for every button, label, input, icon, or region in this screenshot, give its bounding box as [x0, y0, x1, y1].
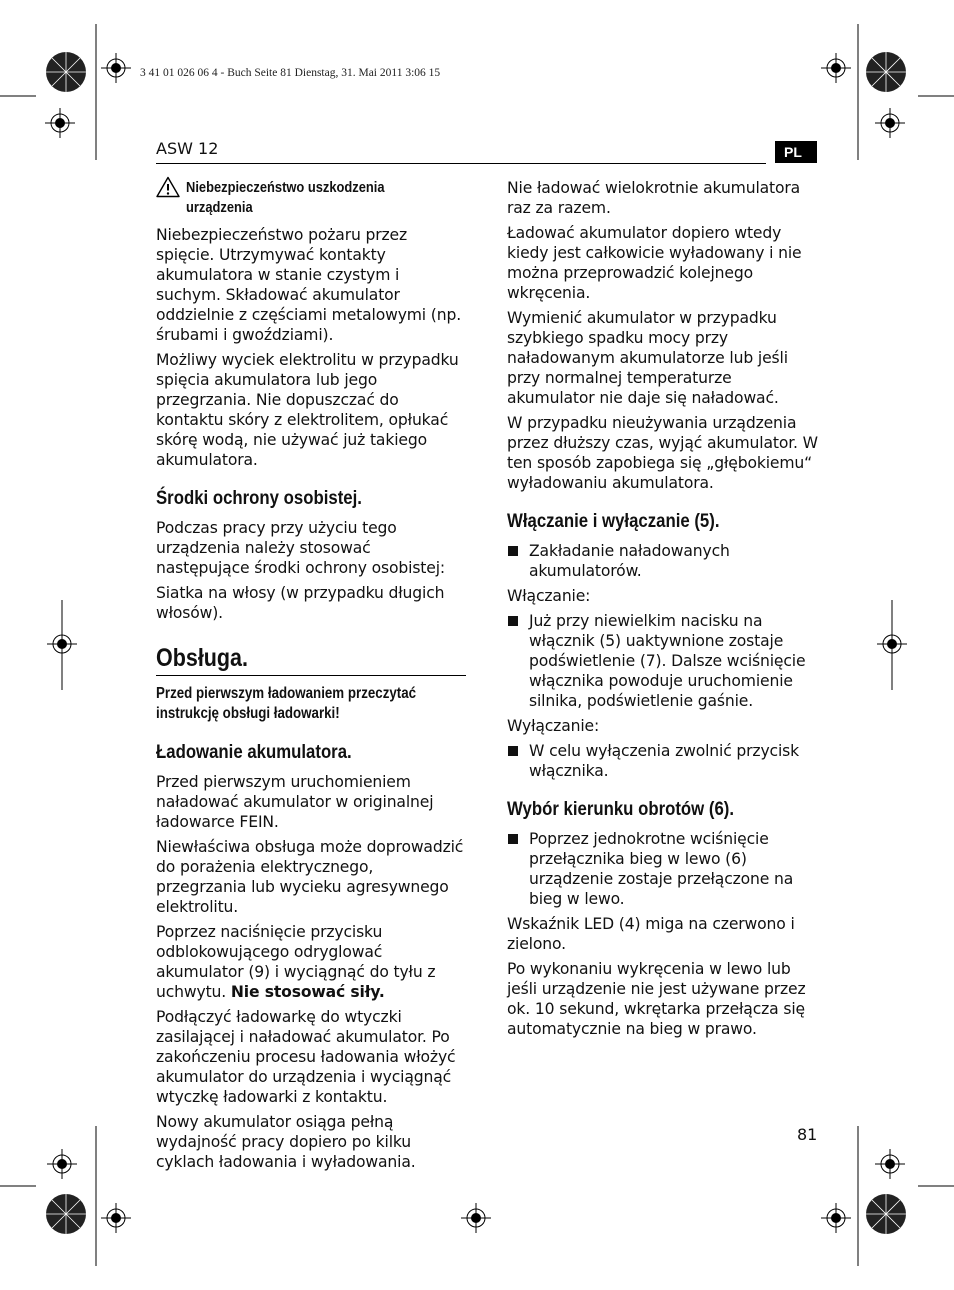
paragraph: W przypadku nieużywania urządzenia przez dłuższy czas, wyjąć akumulator. W ten sposób zapobiega się „głębokiemu“ wyładowaniu akumulatora.: [507, 414, 818, 492]
paragraph: Niebezpieczeństwo pożaru przez spięcie. Utrzymywać kontakty akumulatora w stanie czystym i suchym. Składować akumulator oddzielnie z częściami metalowymi (np. śrubami i gwoździami).: [156, 226, 462, 344]
list-item-text: W celu wyłączenia zwolnić przycisk włącznika.: [529, 742, 800, 780]
chapter-rule: [156, 675, 466, 676]
paragraph: Niewłaściwa obsługa może doprowadzić do porażenia elektrycznego, przegrzania lub wycieku agresywnego elektrolitu.: [156, 838, 464, 916]
chapter-heading-operation: Obsługa.: [156, 644, 248, 672]
section-heading-ppe: Środki ochrony osobistej.: [156, 487, 362, 509]
section-heading-charging: Ładowanie akumulatora.: [156, 741, 352, 763]
square-bullet-icon: [508, 834, 518, 844]
list-item-text: Zakładanie naładowanych akumulatorów.: [529, 542, 730, 580]
paragraph: [156, 922, 468, 1002]
list-item: [507, 541, 819, 581]
model-header: ASW 12: [156, 139, 219, 158]
paragraph: Wymienić akumulator w przypadku szybkiego spadku mocy przy naładowanym akumulatorze lub jeśli przy normalnej temperaturze akumulator nie daje się naładować.: [507, 309, 788, 407]
language-badge: PL: [775, 141, 817, 163]
square-bullet-icon: [508, 546, 518, 556]
charger-note: Przed pierwszym ładowaniem przeczytać instrukcję obsługi ładowarki!: [156, 685, 417, 722]
square-bullet-icon: [508, 746, 518, 756]
warning-title: Niebezpieczeństwo uszkodzenia urządzenia: [186, 179, 385, 216]
paragraph: Włączanie:: [507, 587, 591, 605]
paragraph: Przed pierwszym uruchomieniem naładować akumulator w originalnej ładowarce FEIN.: [156, 773, 434, 831]
header-rule: [156, 163, 766, 164]
page-number: 81: [797, 1125, 818, 1144]
left-column: [156, 178, 468, 1177]
square-bullet-icon: [508, 616, 518, 626]
paragraph: Możliwy wyciek elektrolitu w przypadku spięcia akumulatora lub jego przegrzania. Nie dopuszczać do kontaktu skóry z elektrolitem, opłukać skórę wodą, nie używać już takiego akumulatora.: [156, 351, 459, 469]
print-info-line: 3 41 01 026 06 4 - Buch Seite 81 Dienstag, 31. Mai 2011 3:06 15: [140, 67, 441, 79]
list-item: [507, 611, 819, 711]
paragraph: Podłączyć ładowarkę do wtyczki zasilającej i naładować akumulator. Po zakończeniu procesu ładowania włożyć akumulator do urządzenia i wyciągnąć wtyczkę ładowarki z kontaktu.: [156, 1008, 456, 1106]
paragraph: Nowy akumulator osiąga pełną wydajność pracy dopiero po kilku cyklach ładowania i wyładowania.: [156, 1113, 416, 1171]
section-heading-switch: Włączanie i wyłączanie (5).: [507, 510, 720, 532]
paragraph: Ładować akumulator dopiero wtedy kiedy jest całkowicie wyładowany i nie można przeprowadzić kolejnego wkręcenia.: [507, 224, 802, 302]
section-heading-direction: Wybór kierunku obrotów (6).: [507, 798, 735, 820]
paragraph-text: Poprzez naciśnięcie przycisku odblokowującego odryglować akumulator (9) i wyciągnąć do tyłu z uchwytu.: [156, 923, 436, 1001]
list-item: [507, 829, 819, 909]
list-item-text: Poprzez jednokrotne wciśnięcie przełącznika bieg w lewo (6) urządzenie zostaje przełączone na bieg w lewo.: [529, 830, 794, 908]
bold-warning-text: Nie stosować siły.: [230, 983, 385, 1001]
paragraph: Wyłączanie:: [507, 717, 600, 735]
paragraph: Podczas pracy przy użyciu tego urządzenia należy stosować następujące środki ochrony osobistej:: [156, 519, 445, 577]
warning-block: [156, 178, 468, 218]
paragraph: Nie ładować wielokrotnie akumulatora raz za razem.: [507, 179, 801, 217]
paragraph: Siatka na włosy (w przypadku długich włosów).: [156, 584, 445, 622]
warning-triangle-icon: [156, 176, 180, 198]
list-item-text: Już przy niewielkim nacisku na włącznik (5) uaktywnione zostaje podświetlenie (7). Dalsze wciśnięcie włącznika powoduje uruchomienie silnika, podświetlenie gaśnie.: [529, 612, 806, 710]
right-column: [507, 178, 819, 1044]
paragraph: Wskaźnik LED (4) miga na czerwono i zielono.: [507, 915, 795, 953]
list-item: [507, 741, 819, 781]
paragraph: Po wykonaniu wykręcenia w lewo lub jeśli urządzenie nie jest używane przez ok. 10 sekund, wkrętarka przełącza się automatycznie na bieg w prawo.: [507, 960, 806, 1038]
